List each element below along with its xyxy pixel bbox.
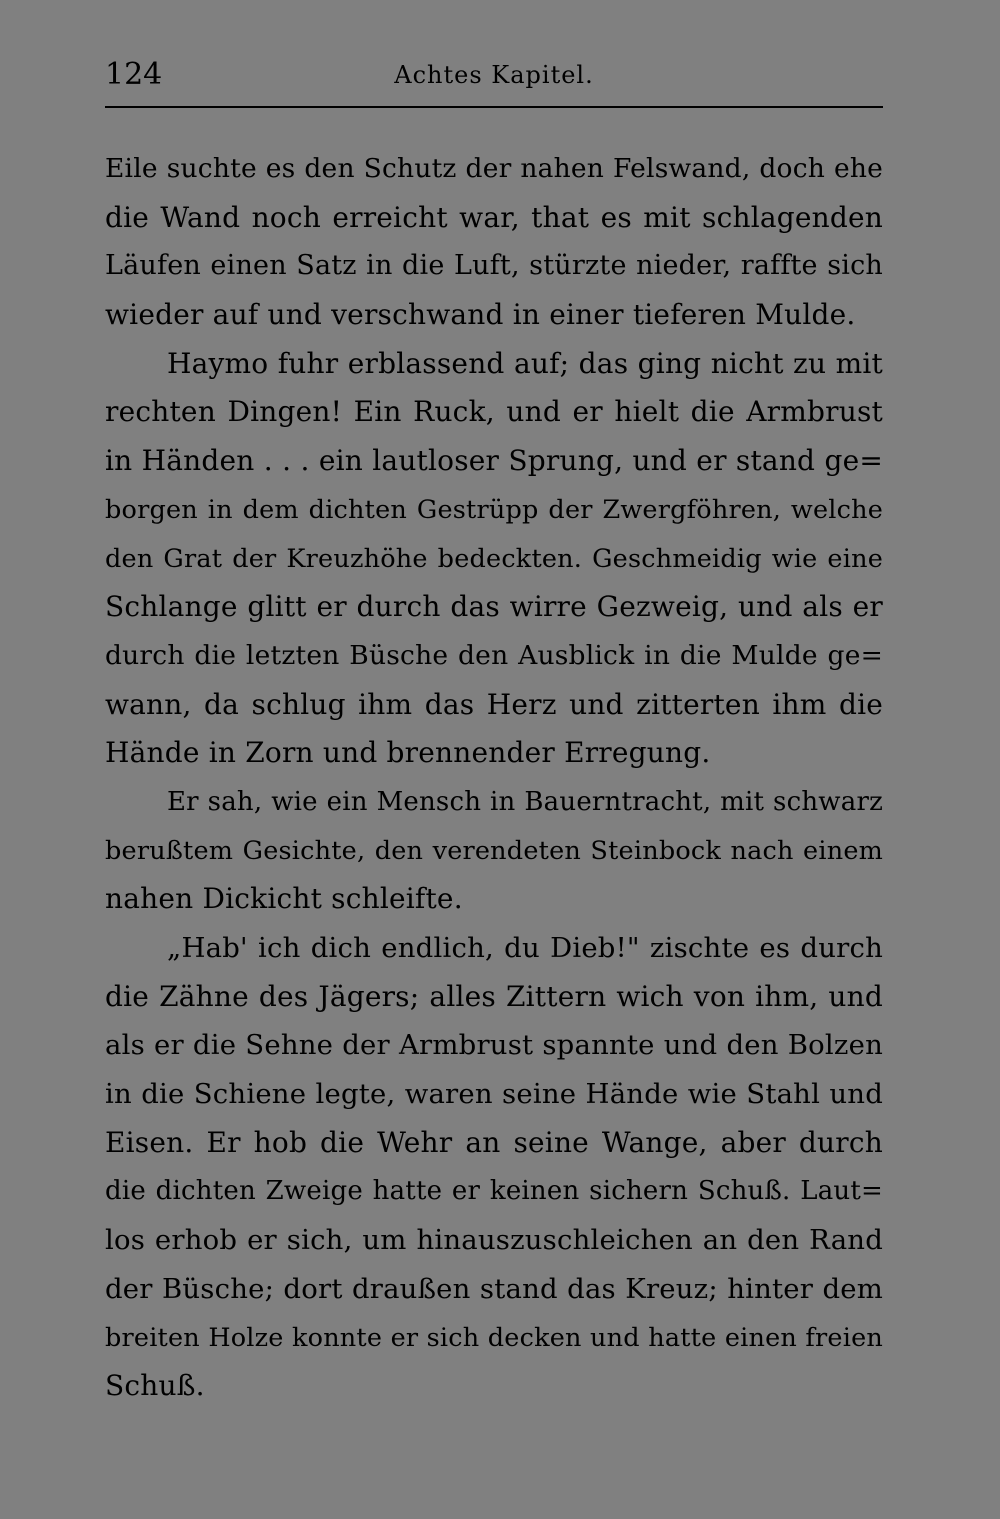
text-line: Eile suchte es den Schutz der nahen Felswand, doch ehe [105, 153, 883, 184]
text-line: „Hab' ich dich endlich, du Dieb!" zischte es durch [167, 932, 883, 964]
text-line: rechten Dingen! Ein Ruck, und er hielt die Armbrust [105, 395, 883, 429]
text-line: die Zähne des Jägers; alles Zittern wich von ihm, und [105, 979, 883, 1013]
text-line: Er sah, wie ein Mensch in Bauerntracht, mit schwarz [167, 786, 883, 817]
header-rule [105, 106, 883, 108]
text-line: los erhob er sich, um hinauszuschleichen an den Rand [105, 1224, 883, 1257]
text-line: Haymo fuhr erblassend auf; das ging nicht zu mit [167, 346, 883, 380]
page-header [105, 55, 883, 95]
text-line: den Grat der Kreuzhöhe bedeckten. Geschmeidig wie eine [105, 543, 883, 574]
text-line: in Händen . . . ein lautloser Sprung, und er stand ge= [105, 444, 883, 478]
running-title: Achtes Kapitel. [394, 61, 594, 89]
text-line: Schuß. [105, 1369, 205, 1403]
text-line: der Büsche; dort draußen stand das Kreuz; hinter dem [105, 1272, 883, 1305]
text-line: nahen Dickicht schleifte. [105, 882, 463, 916]
text-line: Eisen. Er hob die Wehr an seine Wange, aber durch [105, 1125, 883, 1159]
text-line: borgen in dem dichten Gestrüpp der Zwergföhren, welche [105, 494, 883, 525]
text-line: durch die letzten Büsche den Ausblick in die Mulde ge= [105, 639, 883, 671]
text-line: berußtem Gesichte, den verendeten Steinbock nach einem [105, 835, 883, 866]
text-line: wieder auf und verschwand in einer tieferen Mulde. [105, 298, 856, 332]
text-line: die Wand noch erreicht war, that es mit schlagenden [105, 200, 883, 234]
text-line: die dichten Zweige hatte er keinen sichern Schuß. Laut= [105, 1176, 883, 1207]
text-line: Schlange glitt er durch das wirre Gezweig, und als er [105, 590, 883, 624]
text-line: breiten Holze konnte er sich decken und hatte einen freien [105, 1322, 883, 1353]
text-line: Hände in Zorn und brennender Erregung. [105, 736, 711, 770]
body-text [105, 145, 883, 1411]
text-line: Läufen einen Satz in die Luft, stürzte nieder, raffte sich [105, 250, 883, 282]
text-line: in die Schiene legte, waren seine Hände wie Stahl und [105, 1078, 883, 1111]
text-line: wann, da schlug ihm das Herz und zitterten ihm die [105, 687, 883, 721]
page-number: 124 [105, 57, 163, 92]
text-line: als er die Sehne der Armbrust spannte und den Bolzen [105, 1029, 883, 1062]
